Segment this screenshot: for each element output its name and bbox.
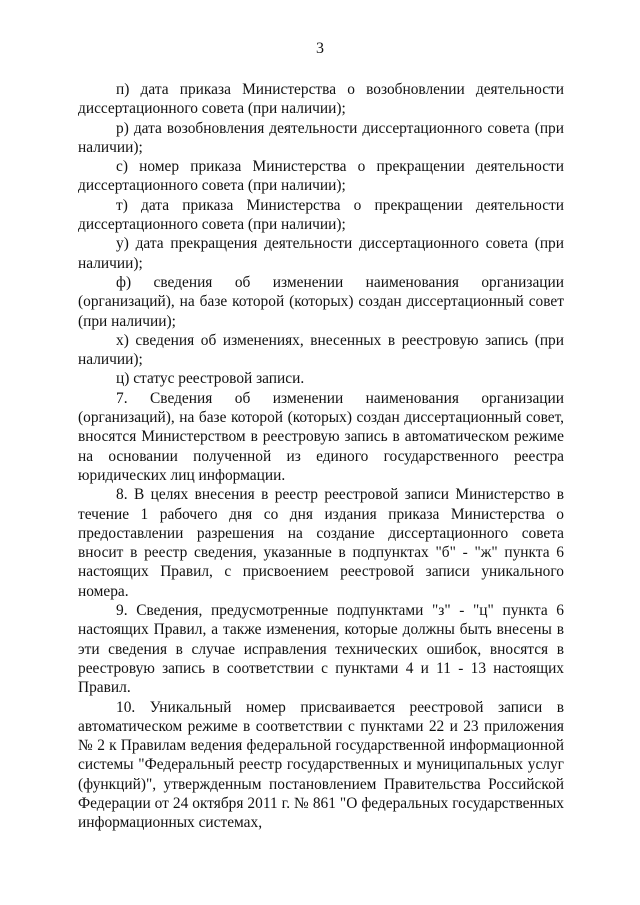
paragraph-item-t: т) дата приказа Министерства о прекращении деятельности диссертационного совета (при наличии);	[78, 196, 564, 234]
paragraph-clause-7: 7. Сведения об изменении наименования организации (организаций), на базе которой (которых) создан диссертационный совет, вносятся Министерством в реестровую запись в автоматическом режиме на основании полученной из единого государственного реестра юридических лиц информации.	[78, 389, 564, 484]
paragraph-clause-10: 10. Уникальный номер присваивается реестровой записи в автоматическом режиме в соответствии с пунктами 22 и 23 приложения № 2 к Правилам ведения федеральной государственной информационной системы "Федеральный реестр государственных и муниципальных услуг (функций)", утвержденным постановлением Правительства Российской Федерации от 24 октября 2011 г. № 861 "О федеральных государственных информационных системах,	[78, 698, 564, 832]
paragraph-item-u: у) дата прекращения деятельности диссертационного совета (при наличии);	[78, 235, 564, 272]
page-number: 3	[316, 40, 324, 57]
paragraph-item-s: с) номер приказа Министерства о прекращении деятельности диссертационного совета (при наличии);	[78, 158, 564, 195]
paragraph-item-p: п) дата приказа Министерства о возобновлении деятельности диссертационного совета (при наличии);	[78, 81, 564, 118]
paragraph-item-h: х) сведения об изменениях, внесенных в реестровую запись (при наличии);	[78, 331, 564, 369]
paragraph-clause-8: 8. В целях внесения в реестр реестровой записи Министерство в течение 1 рабочего дня со дня издания приказа Министерства о предоставлении разрешения на создание диссертационного совета вносит в реестр сведения, указанные в подпунктах "б" - "ж" пункта 6 настоящих Правил, с присвоением реестровой записи уникального номера.	[78, 486, 564, 600]
paragraph-clause-9: 9. Сведения, предусмотренные подпунктами "з" - "ц" пункта 6 настоящих Правил, а также изменения, которые должны быть внесены в эти сведения в случае исправления технических ошибок, вносятся в реестровую запись в соответствии с пунктами 4 и 11 - 13 настоящих Правил.	[78, 602, 564, 697]
document-body	[78, 80, 564, 833]
paragraph-item-ts: ц) статус реестровой записи.	[116, 370, 305, 388]
paragraph-item-r: р) дата возобновления деятельности диссертационного совета (при наличии);	[78, 119, 564, 156]
paragraph-item-f: ф) сведения об изменении наименования организации (организаций), на базе которой (которых) создан диссертационный совет (при наличии);	[78, 273, 564, 330]
